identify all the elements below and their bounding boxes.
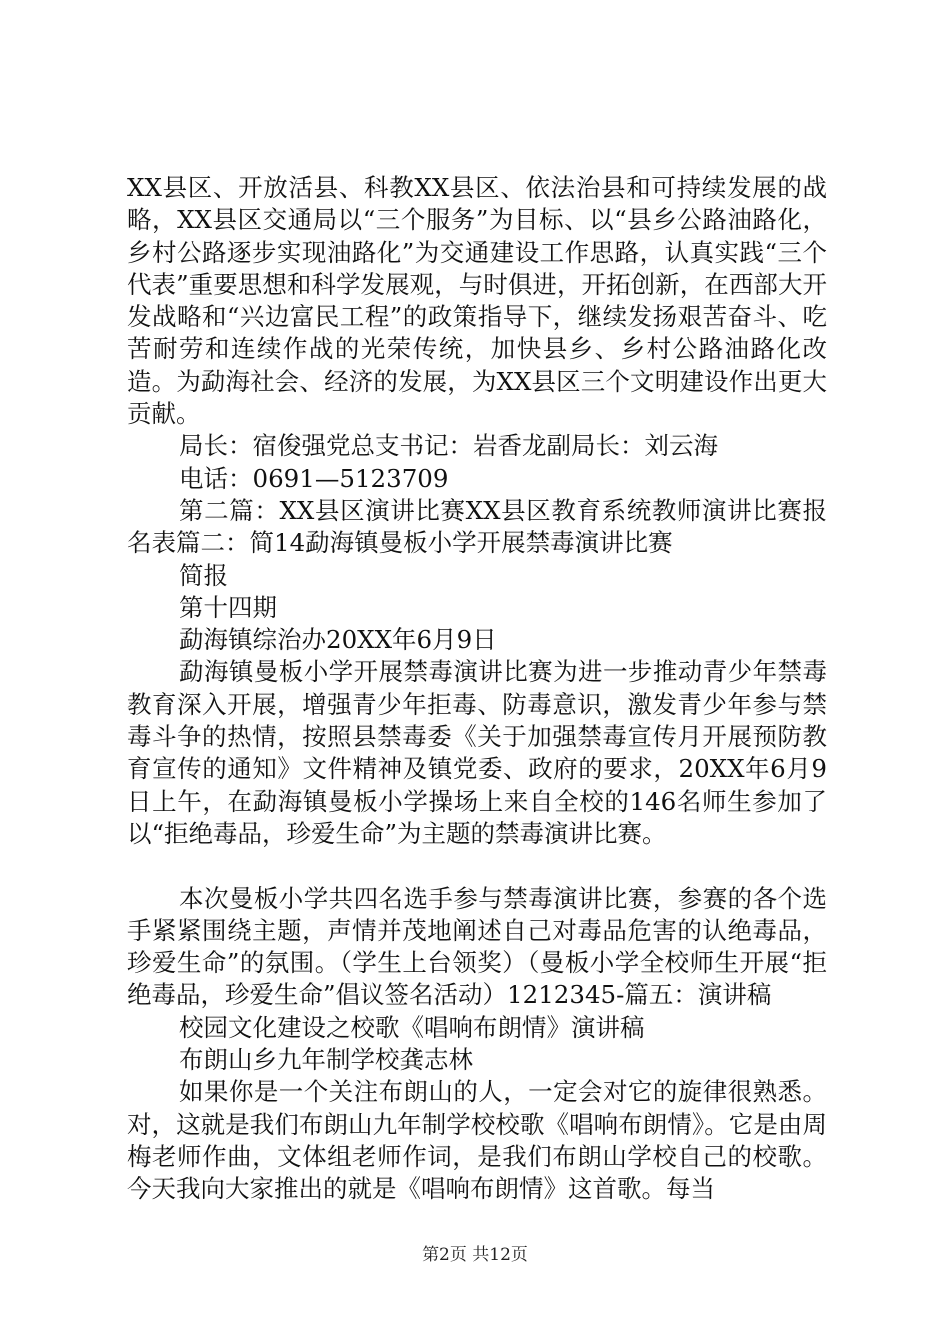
paragraph-bulletin-label: 简报 [179, 560, 228, 590]
paragraph-event-intro: 勐海镇曼板小学开展禁毒演讲比赛为进一步推动青少年禁毒教育深入开展，增强青少年拒毒、防毒意识，激发青少年参与禁毒斗争的热情，按照县禁毒委《关于加强禁毒宣传月开展预防教育宣传的通知》文件精神及镇党委、政府的要求，20XX年6月9日上午，在勐海镇曼板小学操场上来自全校的146名师生参加了以“拒绝毒品，珍爱生命”为主题的禁毒演讲比赛。 [127, 657, 827, 848]
paragraph-event-summary: 本次曼板小学共四名选手参与禁毒演讲比赛，参赛的各个选手紧紧围绕主题，声情并茂地阐述自己对毒品危害的认绝毒品，珍爱生命”的氛围。（学生上台领奖）（曼板小学全校师生开展“拒绝毒品，珍爱生命”倡议签名活动）1212345-篇五：演讲稿 [127, 883, 827, 1010]
page-number-footer: 第2页 共12页 [422, 1245, 528, 1265]
paragraph-speech-author: 布朗山乡九年制学校龚志林 [179, 1045, 473, 1075]
paragraph-issue-number: 第十四期 [179, 592, 277, 622]
document-body [127, 172, 827, 1206]
paragraph-issuer-date: 勐海镇综治办20XX年6月9日 [179, 625, 497, 655]
blank-line [127, 850, 827, 882]
paragraph-speech-title: 校园文化建设之校歌《唱响布朗情》演讲稿 [179, 1012, 645, 1042]
paragraph-strategy: XX县区、开放活县、科教XX县区、依法治县和可持续发展的战略，XX县区交通局以“三个服务”为目标、以“县乡公路油路化，乡村公路逐步实现油路化”为交通建设工作思路，认真实践“三个代表”重要思想和科学发展观，与时俱进，开拓创新，在西部大开发战略和“兴边富民工程”的政策指导下，继续发扬艰苦奋斗、吃苦耐劳和连续作战的光荣传统，加快县乡、乡村公路油路化改造。为勐海社会、经济的发展，为XX县区三个文明建设作出更大贡献。 [127, 173, 827, 429]
paragraph-phone: 电话：0691—5123709 [179, 463, 449, 493]
paragraph-leaders: 局长：宿俊强党总支书记：岩香龙副局长：刘云海 [179, 431, 718, 461]
paragraph-speech-body: 如果你是一个关注布朗山的人，一定会对它的旋律很熟悉。对，这就是我们布朗山九年制学校校歌《唱响布朗情》。它是由周梅老师作曲，文体组老师作词，是我们布朗山学校自己的校歌。今天我向大家推出的就是《唱响布朗情》这首歌。每当 [127, 1077, 827, 1204]
paragraph-section-two-heading: 第二篇：XX县区演讲比赛XX县区教育系统教师演讲比赛报名表篇二：简14勐海镇曼板小学开展禁毒演讲比赛 [127, 495, 827, 558]
